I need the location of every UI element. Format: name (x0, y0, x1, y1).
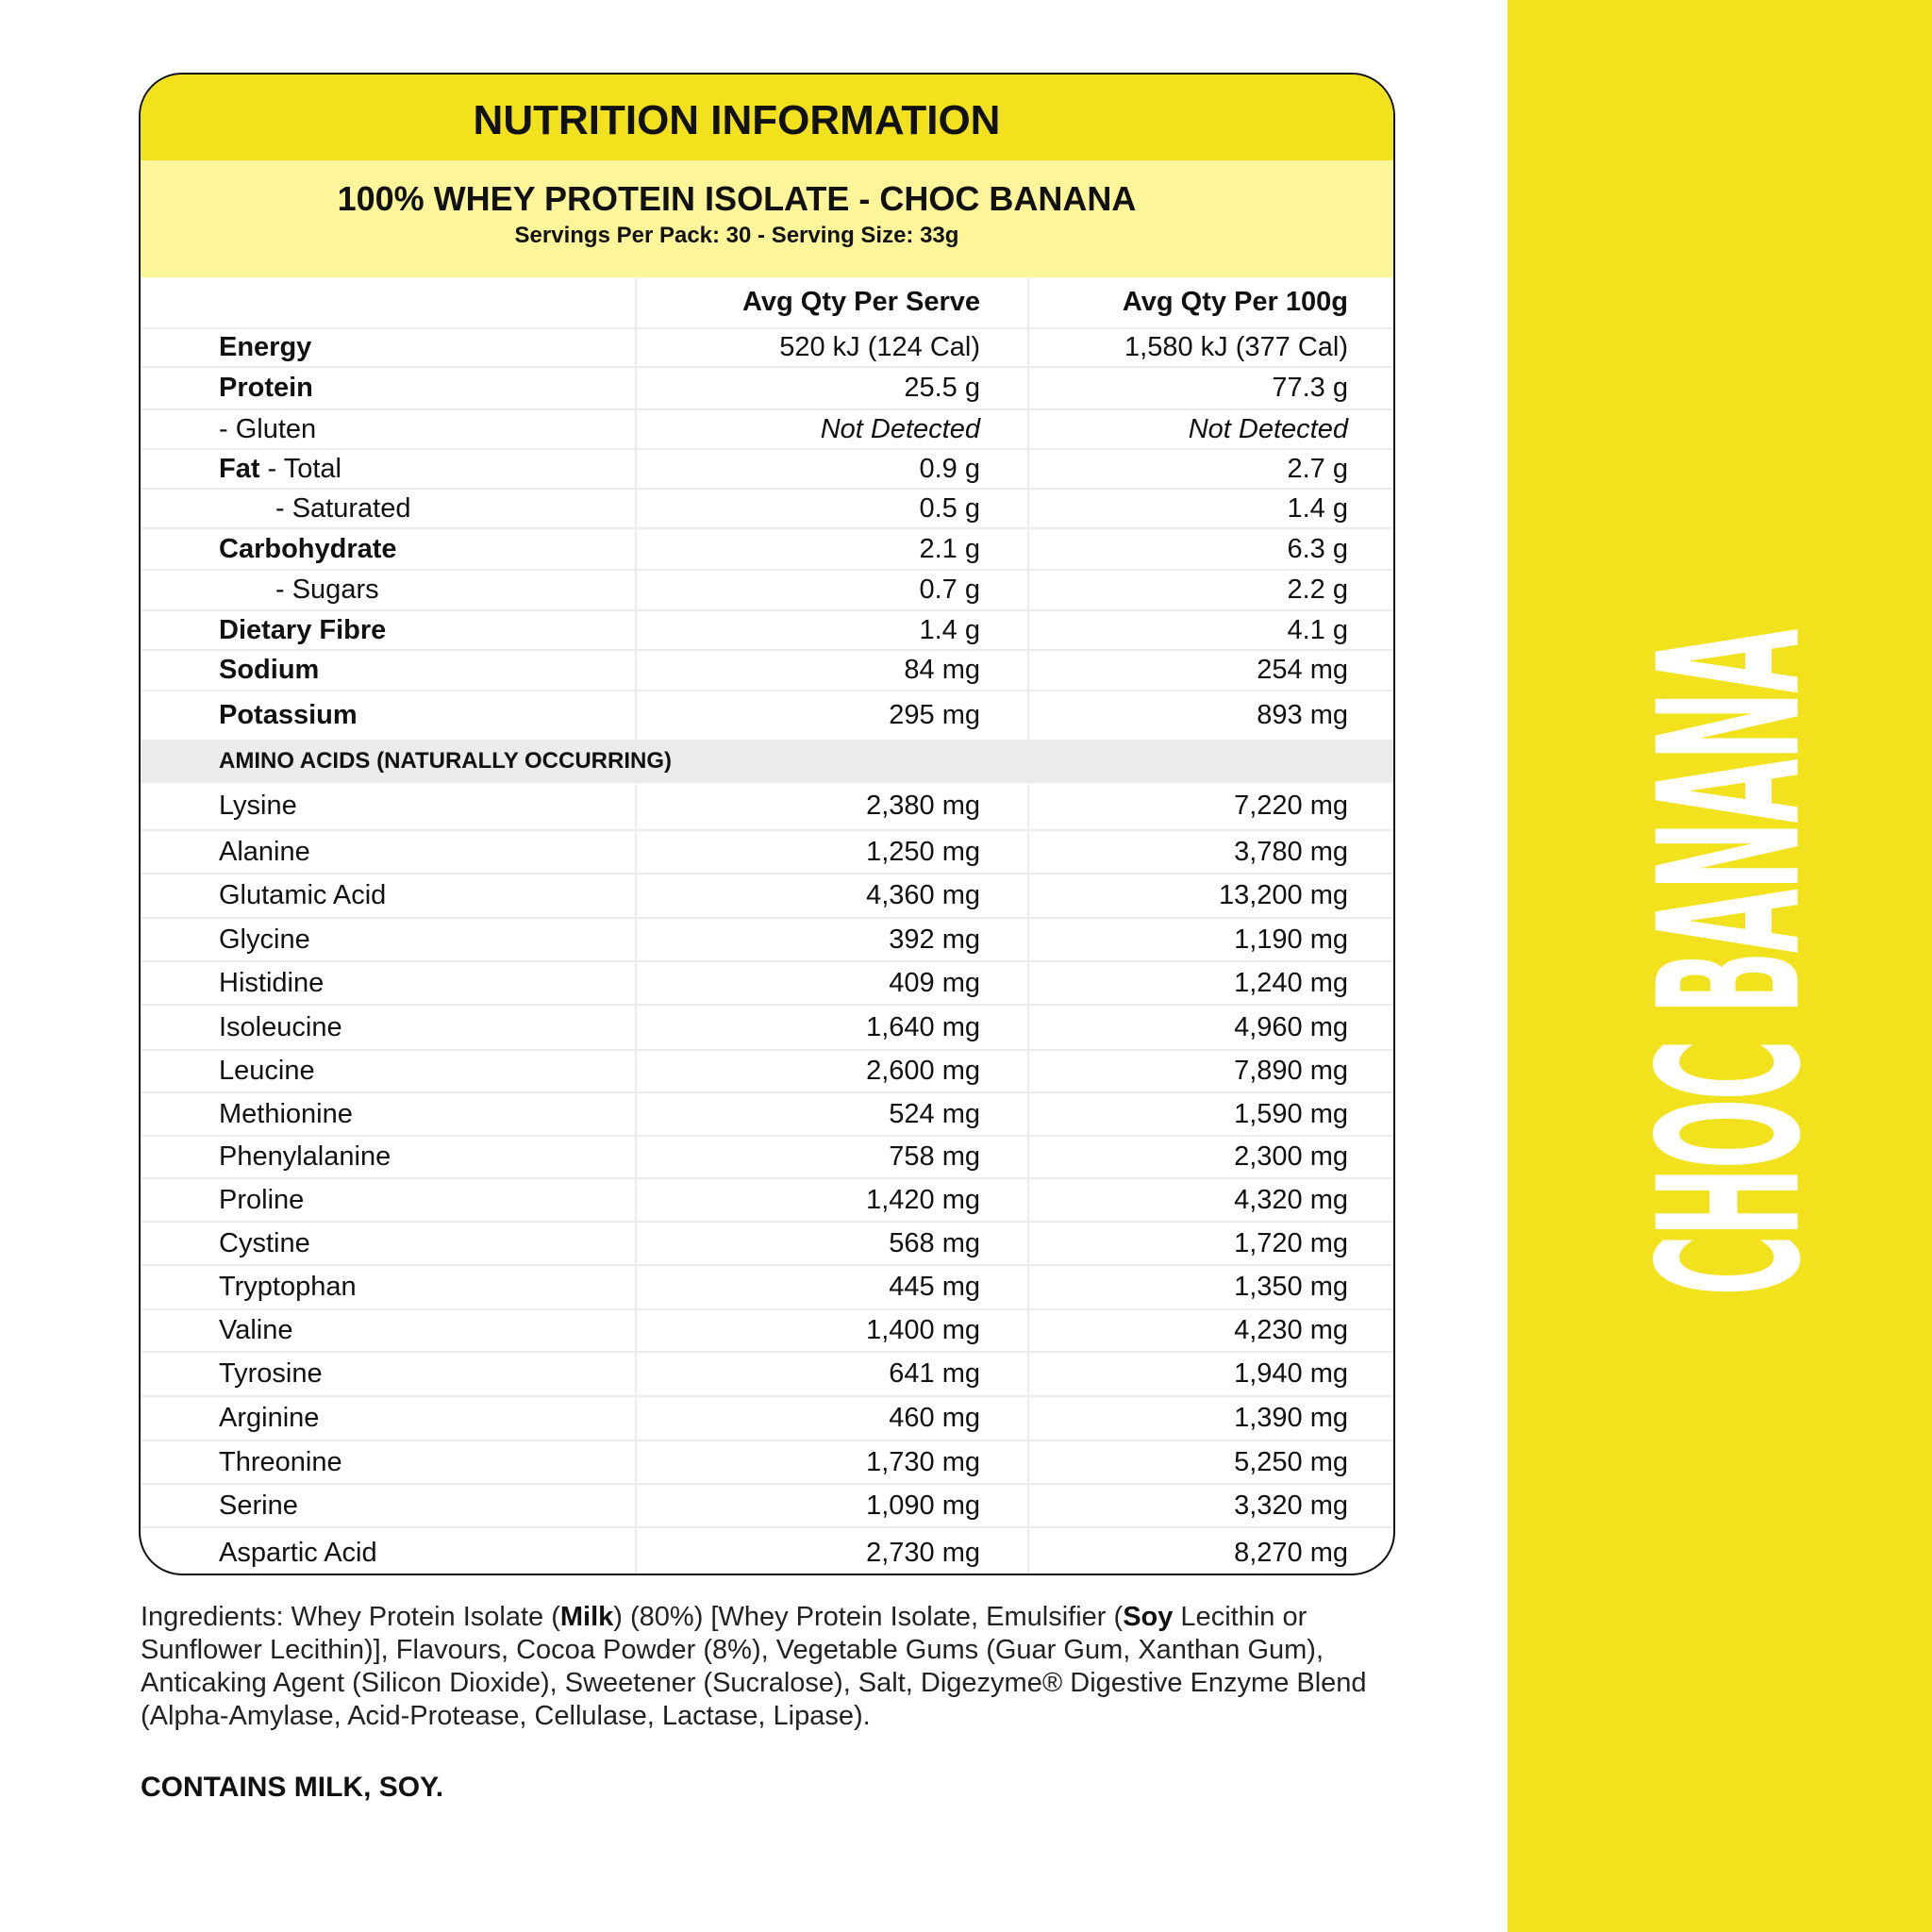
amino-acid-row (141, 1310, 1393, 1353)
value-per-serve: 392 mg (635, 919, 1027, 960)
value-per-serve: 641 mg (635, 1353, 1027, 1395)
value-per-100g: 3,320 mg (1027, 1485, 1395, 1526)
value-per-serve: 1,250 mg (635, 831, 1027, 873)
value-per-serve: 445 mg (635, 1266, 1027, 1308)
value-per-100g: 2.7 g (1027, 450, 1395, 488)
value-per-100g: Not Detected (1027, 410, 1395, 448)
ingredients-text (141, 1601, 1367, 1733)
value-per-serve: 0.5 g (635, 490, 1027, 527)
value-per-serve: Not Detected (635, 410, 1027, 448)
allergen-highlight: Soy (1123, 1602, 1174, 1632)
product-name: 100% WHEY PROTEIN ISOLATE - CHOC BANANA (337, 179, 1137, 218)
value-per-serve: 2,600 mg (635, 1051, 1027, 1091)
allergen-statement: CONTAINS MILK, SOY. (141, 1772, 444, 1803)
value-per-100g: 4,320 mg (1027, 1179, 1395, 1221)
nutrition-panel (139, 73, 1395, 1575)
value-per-serve: 0.9 g (635, 450, 1027, 488)
column-header-per-serve: Avg Qty Per Serve (635, 277, 1027, 327)
column-header-nutrient (219, 277, 634, 327)
ingredients-fragment: Lecithin or Sunflower Lecithin)], Flavours, Cocoa Powder (8%), Vegetable Gums (Guar Gum, Xanthan Gum), Anticaking Agent (Silicon Dioxide), Sweetener (Sucralose), Salt, Digezyme® Digestive Enzyme Blend (Alpha-Amylase, Acid-Protease, Cellulase, Lactase, Lipase). (141, 1602, 1367, 1731)
nutrient-label: - Saturated (275, 492, 411, 524)
amino-acid-row (141, 874, 1393, 919)
nutrient-label: Carbohydrate (219, 533, 397, 564)
value-per-serve: 0.7 g (635, 571, 1027, 609)
value-per-100g: 2.2 g (1027, 571, 1395, 609)
amino-acid-label: Tyrosine (219, 1358, 323, 1389)
value-per-100g: 254 mg (1027, 651, 1395, 690)
ingredients-fragment: ) (80%) [Whey Protein Isolate, Emulsifier ( (613, 1602, 1124, 1632)
value-per-serve: 84 mg (635, 651, 1027, 690)
table-header-row (141, 277, 1393, 329)
amino-acid-row (141, 1137, 1393, 1179)
nutrient-label: Dietary Fibre (219, 614, 387, 645)
amino-acid-label: Cystine (219, 1227, 310, 1258)
amino-acid-label: Methionine (219, 1098, 353, 1129)
value-per-serve: 758 mg (635, 1137, 1027, 1177)
amino-acids-section-header (141, 740, 1393, 783)
amino-acid-row (141, 783, 1393, 831)
amino-acid-label: Histidine (219, 967, 325, 998)
value-per-100g: 1,390 mg (1027, 1397, 1395, 1440)
value-per-100g: 1,240 mg (1027, 962, 1395, 1004)
value-per-serve: 1,400 mg (635, 1310, 1027, 1351)
nutrient-row (141, 691, 1393, 740)
value-per-100g: 3,780 mg (1027, 831, 1395, 873)
nutrient-label: Sodium (219, 655, 320, 685)
value-per-serve: 460 mg (635, 1397, 1027, 1440)
amino-acid-row (141, 831, 1393, 874)
nutrient-row (141, 571, 1393, 611)
value-per-serve: 2,380 mg (635, 783, 1027, 829)
amino-acid-row (141, 1397, 1393, 1441)
nutrient-row (141, 611, 1393, 651)
amino-acid-label: Tryptophan (219, 1272, 357, 1302)
ingredients-fragment: Ingredients: Whey Protein Isolate ( (141, 1602, 560, 1632)
value-per-serve: 409 mg (635, 962, 1027, 1004)
value-per-100g: 7,890 mg (1027, 1051, 1395, 1091)
amino-acid-label: Leucine (219, 1056, 315, 1086)
value-per-100g: 4,230 mg (1027, 1310, 1395, 1351)
nutrient-row (141, 651, 1393, 691)
amino-acid-label: Phenylalanine (219, 1141, 391, 1172)
value-per-100g: 1,590 mg (1027, 1093, 1395, 1135)
product-band (141, 160, 1393, 277)
amino-acid-label: Aspartic Acid (219, 1537, 377, 1568)
value-per-100g: 7,220 mg (1027, 783, 1395, 829)
nutrient-row (141, 410, 1393, 450)
amino-acid-row (141, 1223, 1393, 1266)
value-per-100g: 893 mg (1027, 691, 1395, 740)
amino-acid-label: Arginine (219, 1403, 320, 1433)
value-per-serve: 4,360 mg (635, 874, 1027, 917)
amino-acid-label: Proline (219, 1184, 305, 1215)
nutrient-label: Fat - Total (219, 453, 342, 484)
amino-acid-row (141, 962, 1393, 1006)
value-per-serve: 1,420 mg (635, 1179, 1027, 1221)
value-per-100g: 4,960 mg (1027, 1006, 1395, 1049)
value-per-100g: 4.1 g (1027, 611, 1395, 649)
nutrient-row (141, 490, 1393, 529)
column-header-per-100g: Avg Qty Per 100g (1027, 277, 1395, 327)
nutrient-row (141, 368, 1393, 410)
value-per-100g: 1,940 mg (1027, 1353, 1395, 1395)
amino-acid-row (141, 1179, 1393, 1223)
title-band (141, 75, 1393, 160)
amino-acids-heading: AMINO ACIDS (NATURALLY OCCURRING) (219, 748, 672, 774)
value-per-100g: 13,200 mg (1027, 874, 1395, 917)
value-per-100g: 77.3 g (1027, 368, 1395, 408)
value-per-serve: 1,730 mg (635, 1441, 1027, 1483)
serving-info: Servings Per Pack: 30 - Serving Size: 33g (514, 223, 959, 248)
value-per-100g: 1,350 mg (1027, 1266, 1395, 1308)
value-per-serve: 25.5 g (635, 368, 1027, 408)
value-per-serve: 2.1 g (635, 529, 1027, 569)
amino-acid-label: Lysine (219, 791, 297, 821)
nutrient-label: Energy (219, 332, 312, 362)
amino-acid-row (141, 1353, 1393, 1397)
amino-acid-label: Threonine (219, 1446, 342, 1477)
value-per-serve: 295 mg (635, 691, 1027, 740)
amino-acid-row (141, 1485, 1393, 1528)
value-per-100g: 2,300 mg (1027, 1137, 1395, 1177)
nutrient-label: Potassium (219, 700, 358, 730)
allergen-highlight: Milk (559, 1602, 614, 1632)
value-per-100g: 6.3 g (1027, 529, 1395, 569)
value-per-100g: 5,250 mg (1027, 1441, 1395, 1483)
amino-acid-label: Valine (219, 1315, 293, 1345)
value-per-serve: 568 mg (635, 1223, 1027, 1264)
amino-acid-label: Alanine (219, 836, 310, 867)
value-per-100g: 8,270 mg (1027, 1528, 1395, 1575)
value-per-serve: 2,730 mg (635, 1528, 1027, 1575)
value-per-serve: 520 kJ (124 Cal) (635, 329, 1027, 366)
amino-acid-row (141, 919, 1393, 962)
amino-acid-row (141, 1051, 1393, 1093)
nutrition-title: NUTRITION INFORMATION (473, 96, 1001, 143)
nutrient-label: - Sugars (275, 575, 379, 605)
amino-acid-row (141, 1266, 1393, 1310)
value-per-100g: 1.4 g (1027, 490, 1395, 527)
amino-acid-row (141, 1528, 1393, 1575)
amino-acid-label: Isoleucine (219, 1011, 342, 1042)
nutrient-row (141, 329, 1393, 368)
value-per-serve: 1.4 g (635, 611, 1027, 649)
flavour-name-vertical: CHOC BANANA (1615, 630, 1844, 1296)
nutrient-label: - Gluten (219, 413, 317, 444)
amino-acid-row (141, 1006, 1393, 1051)
value-per-100g: 1,720 mg (1027, 1223, 1395, 1264)
amino-acid-row (141, 1441, 1393, 1485)
amino-acid-label: Serine (219, 1490, 298, 1521)
amino-acid-row (141, 1093, 1393, 1137)
value-per-serve: 524 mg (635, 1093, 1027, 1135)
nutrient-label: Protein (219, 373, 313, 403)
value-per-serve: 1,640 mg (635, 1006, 1027, 1049)
value-per-100g: 1,580 kJ (377 Cal) (1027, 329, 1395, 366)
amino-acid-label: Glutamic Acid (219, 880, 387, 910)
nutrient-row (141, 450, 1393, 490)
value-per-100g: 1,190 mg (1027, 919, 1395, 960)
amino-acid-label: Glycine (219, 924, 310, 955)
value-per-serve: 1,090 mg (635, 1485, 1027, 1526)
nutrient-row (141, 529, 1393, 571)
